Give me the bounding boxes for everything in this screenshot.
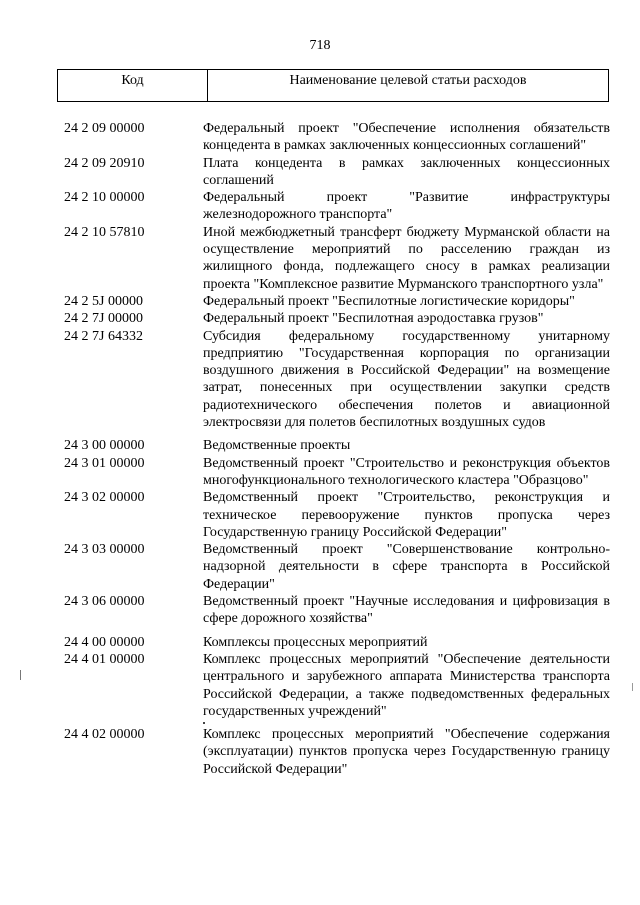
- row-code: 24 2 10 00000: [64, 190, 145, 206]
- row-code: 24 3 01 00000: [64, 455, 145, 471]
- row-code: 24 4 00 00000: [64, 634, 145, 650]
- row-description: Федеральный проект "Развитие инфраструктуры железнодорожного транспорта": [203, 190, 610, 223]
- row-description: Ведомственный проект "Строительство, реконструкция и техническое перевооружение пунктов пропуска через Государственную границу Российской Федерации": [203, 490, 610, 540]
- row-code: 24 3 00 00000: [64, 438, 145, 454]
- row-code: 24 2 7J 00000: [64, 311, 143, 327]
- row-code: 24 2 09 00000: [64, 121, 145, 136]
- scan-speck: [203, 722, 205, 724]
- table-row: [0, 455, 640, 490]
- row-code: 24 4 01 00000: [64, 651, 145, 667]
- row-description: Комплекс процессных мероприятий "Обеспечение содержания (эксплуатации) пунктов пропуска через Государственную границу Российской Федерации": [203, 727, 610, 777]
- scan-speck: [20, 670, 21, 680]
- row-description: Ведомственные проекты: [203, 438, 351, 454]
- row-description: Федеральный проект "Беспилотная аэродоставка грузов": [203, 311, 544, 327]
- row-code: 24 3 06 00000: [64, 594, 145, 610]
- header-code-label: Код: [58, 70, 208, 101]
- table-row: [0, 155, 640, 190]
- row-code: 24 3 02 00000: [64, 490, 145, 506]
- table-row: [0, 634, 640, 651]
- row-description: Комплекс процессных мероприятий "Обеспечение деятельности центрального и зарубежного аппарата Министерства транспорта Российской Федерации, а также подведомственных федеральных государственных учреждений": [203, 651, 610, 719]
- table-row: [0, 328, 640, 432]
- row-code: 24 2 09 20910: [64, 155, 145, 171]
- table-row: [0, 489, 640, 541]
- table-row: [0, 437, 640, 454]
- table-body: [0, 120, 640, 778]
- table-row: [0, 293, 640, 310]
- row-description: Комплексы процессных мероприятий: [203, 634, 428, 650]
- table-row: [0, 310, 640, 327]
- table-header: [57, 69, 609, 102]
- row-code: 24 3 03 00000: [64, 542, 145, 558]
- table-row: [0, 651, 640, 720]
- table-row: [0, 120, 640, 155]
- row-description: Иной межбюджетный трансферт бюджету Мурманской области на осуществление мероприятий по расселению граждан из жилищного фонда, подлежащего сносу в рамках реализации проекта "Комплексное развитие Мурманского транспортного узла": [203, 224, 610, 292]
- row-description: Ведомственный проект "Совершенствование контрольно-надзорной деятельности в сфере транспорта в Российской Федерации": [203, 542, 610, 592]
- row-description: Федеральный проект "Беспилотные логистические коридоры": [203, 293, 575, 309]
- row-code: 24 2 7J 64332: [64, 328, 143, 344]
- scan-speck: [632, 683, 633, 691]
- row-description: Ведомственный проект "Научные исследования и цифровизация в сфере дорожного хозяйства": [203, 594, 610, 627]
- table-row: [0, 189, 640, 224]
- row-code: 24 2 10 57810: [64, 224, 145, 240]
- table-row: [0, 224, 640, 293]
- row-description: Субсидия федеральному государственному унитарному предприятию "Государственная корпорация по организации воздушного движения в Российской Федерации" на возмещение затрат, понесенных при осуществлении закупки средств радиотехнического обеспечения полетов и авиационной электросвязи для полетов беспилотных воздушных судов: [203, 328, 610, 431]
- row-description: Федеральный проект "Обеспечение исполнения обязательств концедента в рамках заключенных концессионных соглашений": [203, 121, 610, 154]
- table-row: [0, 726, 640, 778]
- row-code: 24 4 02 00000: [64, 727, 145, 743]
- row-description: Ведомственный проект "Строительство и реконструкция объектов многофункционального технологического кластера "Образцово": [203, 455, 610, 488]
- row-description: Плата концедента в рамках заключенных концессионных соглашений: [203, 155, 610, 188]
- table-row: [0, 541, 640, 593]
- table-row: [0, 593, 640, 628]
- header-name-label: Наименование целевой статьи расходов: [289, 73, 527, 88]
- page-number: 718: [309, 38, 331, 53]
- row-code: 24 2 5J 00000: [64, 293, 143, 309]
